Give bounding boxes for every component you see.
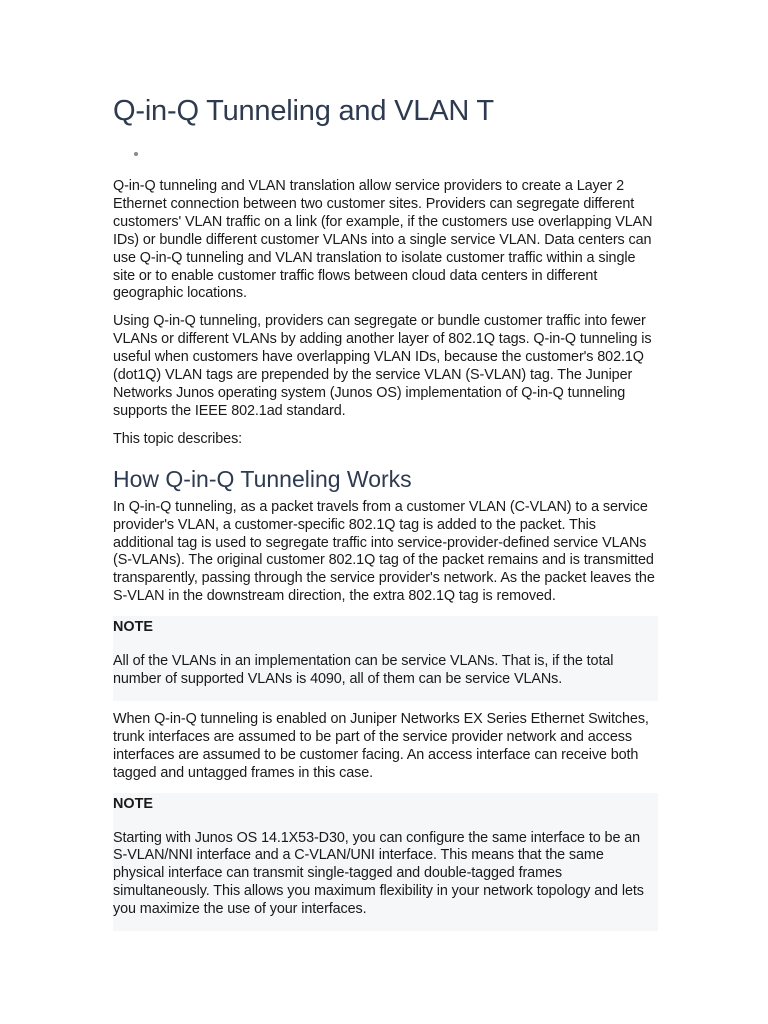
intro-paragraph: Q-in-Q tunneling and VLAN translation allow service providers to create a Layer 2 Ethernet connection between two customer sites. Providers can segregate different customers' VLAN traffic on a link (for example, if the customers use overlapping VLAN IDs) or bundle different customer VLANs into a single service VLAN. Data centers can use Q-in-Q tunneling and VLAN translation to isolate customer traffic within a single site or to enable customer traffic flows between cloud data centers in different geographic locations. [113,178,653,302]
section-paragraph: In Q-in-Q tunneling, as a packet travels from a customer VLAN (C-VLAN) to a service provider's VLAN, a customer-specific 802.1Q tag is added to the packet. This additional tag is used to segregate traffic into service-provider-defined service VLANs (S-VLANs). The original customer 802.1Q tag of the packet remains and is transmitted transparently, passing through the service provider's network. As the packet leaves the S-VLAN in the downstream direction, the extra 802.1Q tag is removed. [113,498,655,605]
note-text: All of the VLANs in an implementation can be service VLANs. That is, if the total number of supported VLANs is 4090, all of them can be service VLANs. [113,653,614,688]
topic-line: This topic describes: [113,430,243,447]
note-label: NOTE [113,795,153,812]
note-text: Starting with Junos OS 14.1X53-D30, you can configure the same interface to be an S-VLAN/NNI interface and a C-VLAN/UNI interface. This means that the same physical interface can transmit single-tagged and double-tagged frames simultaneously. This allows you maximum flexibility in your network topology and lets you maximize the use of your interfaces. [113,829,644,918]
bullet-icon [134,152,138,156]
note-label: NOTE [113,619,153,636]
bullet-list [113,130,658,164]
section-heading: How Q-in-Q Tunneling Works [113,465,412,492]
page-title: Q-in-Q Tunneling and VLAN T [113,95,494,127]
intro-paragraph: Using Q-in-Q tunneling, providers can segregate or bundle customer traffic into fewer VLANs or different VLANs by adding another layer of 802.1Q tags. Q-in-Q tunneling is useful when customers have overlapping VLAN IDs, because the customer's 802.1Q (dot1Q) VLAN tags are prepended by the service VLAN (S-VLAN) tag. The Juniper Networks Junos operating system (Junos OS) implementation of Q-in-Q tunneling supports the IEEE 802.1ad standard. [113,313,652,419]
note-box [113,793,658,932]
article-content [113,92,658,941]
note-box [113,616,658,701]
section-paragraph: When Q-in-Q tunneling is enabled on Juniper Networks EX Series Ethernet Switches, trunk interfaces are assumed to be part of the service provider network and access interfaces are assumed to be customer facing. An access interface can receive both tagged and untagged frames in this case. [113,710,649,781]
